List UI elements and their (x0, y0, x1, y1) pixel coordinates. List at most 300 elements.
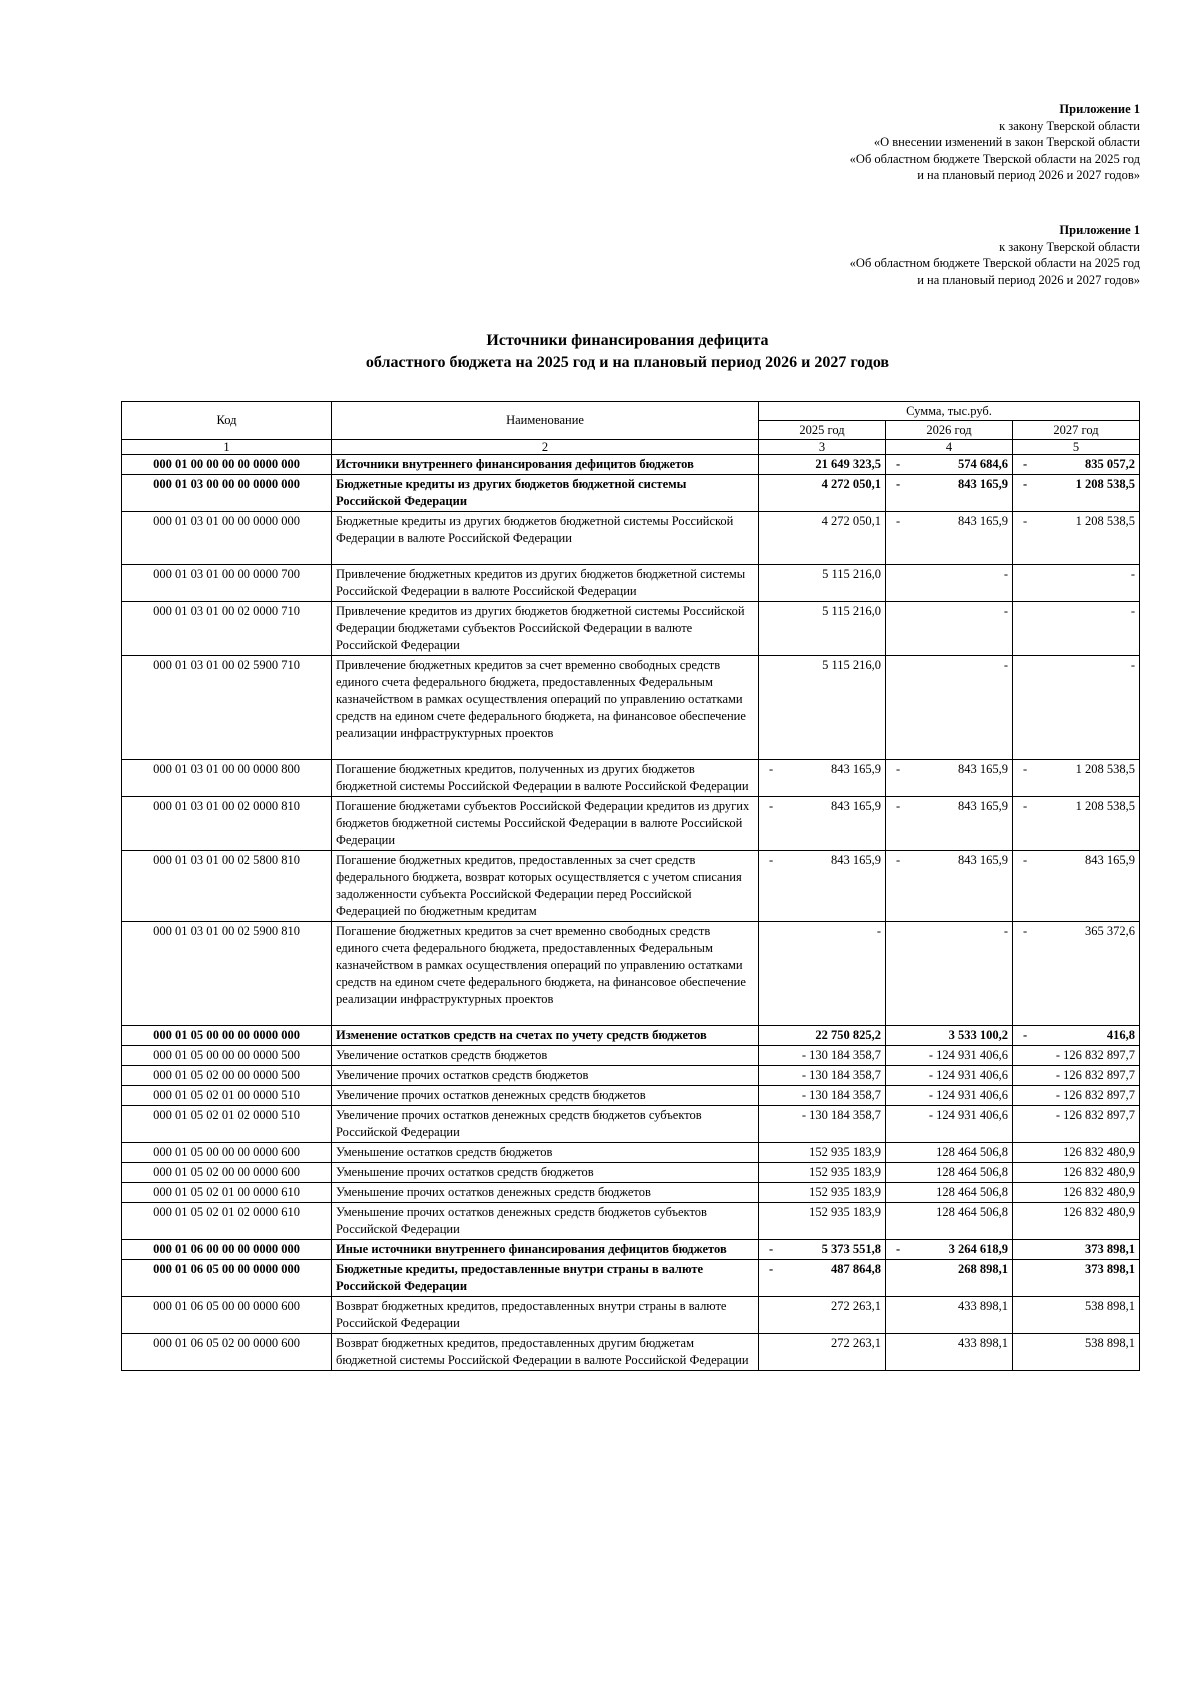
row-value-2026-text: 3 264 618,9 (948, 1242, 1008, 1256)
row-value-2026 (886, 851, 1013, 922)
negative-sign: - (896, 762, 901, 776)
column-index: 1 (122, 440, 332, 455)
row-code-text: 000 01 05 02 01 02 0000 610 (153, 1205, 300, 1219)
row-code-text: 000 01 03 01 00 02 0000 710 (153, 604, 300, 618)
row-name (332, 1334, 759, 1371)
row-value-2025-text: 5 115 216,0 (822, 567, 881, 581)
appendix-line: и на плановый период 2026 и 2027 годов» (917, 168, 1140, 182)
row-value-2025 (759, 1297, 886, 1334)
table-row (122, 922, 1140, 1026)
row-value-2025 (759, 1143, 886, 1163)
row-value-2025-text: 22 750 825,2 (815, 1028, 881, 1042)
appendix-line: к закону Тверской области (999, 239, 1140, 254)
row-name-text: Изменение остатков средств на счетах по учету средств бюджетов (336, 1028, 707, 1042)
row-value-2025-text: - 130 184 358,7 (801, 1108, 881, 1122)
row-value-2025-text: 272 263,1 (831, 1299, 881, 1313)
title-line-1: Источники финансирования дефицита (486, 332, 769, 349)
row-value-2026-text: 843 165,9 (958, 853, 1008, 867)
row-name (332, 1086, 759, 1106)
appendix-line: и на плановый период 2026 и 2027 годов» (917, 272, 1140, 287)
row-code-text: 000 01 05 00 00 00 0000 000 (153, 1028, 300, 1042)
column-index-row (122, 440, 1140, 455)
row-code (122, 922, 332, 1026)
row-value-2026 (886, 922, 1013, 1026)
row-value-2026-text: 843 165,9 (958, 762, 1008, 776)
row-value-2026-text: - 124 931 406,6 (928, 1048, 1008, 1062)
row-value-2026 (886, 1066, 1013, 1086)
table-row (122, 1106, 1140, 1143)
row-value-2027-text: 373 898,1 (1085, 1242, 1136, 1256)
row-value-2025-text: 152 935 183,9 (809, 1205, 881, 1219)
row-value-2027-text: - 126 832 897,7 (1055, 1088, 1136, 1102)
row-value-2026 (886, 602, 1013, 656)
row-value-2027 (1013, 1334, 1140, 1371)
row-code (122, 602, 332, 656)
row-value-2027 (1013, 475, 1140, 512)
row-name (332, 1026, 759, 1046)
row-value-2027 (1013, 1086, 1140, 1106)
row-value-2027 (1013, 1066, 1140, 1086)
row-code (122, 1240, 332, 1260)
row-code (122, 760, 332, 797)
row-code-text: 000 01 05 02 01 00 0000 610 (153, 1185, 300, 1199)
table-row (122, 1143, 1140, 1163)
row-value-2026-text: - (1003, 604, 1008, 618)
row-name-text: Погашение бюджетных кредитов, предоставленных за счет средств федерального бюджета, возврат которых осуществляется с учетом списания задолженности субъекта Российской Федерации перед Российской Федерацией по бюджетным кредитам (336, 853, 742, 918)
row-value-2027-text: - (1130, 604, 1136, 618)
row-name-text: Бюджетные кредиты из других бюджетов бюджетной системы Российской Федерации в валюте Российской Федерации (336, 514, 734, 545)
row-value-2027-text: 538 898,1 (1085, 1336, 1136, 1350)
row-value-2025 (759, 1334, 886, 1371)
appendix-note-budget-law (850, 222, 1140, 288)
title-line-2: областного бюджета на 2025 год и на плановый период 2026 и 2027 годов (365, 354, 890, 371)
row-value-2027-text: 126 832 480,9 (1063, 1165, 1136, 1179)
row-name (332, 475, 759, 512)
row-name (332, 656, 759, 760)
row-value-2025-text: 843 165,9 (831, 762, 881, 776)
table-row (122, 1066, 1140, 1086)
row-value-2026-text: - 124 931 406,6 (928, 1088, 1008, 1102)
row-code (122, 1203, 332, 1240)
table-row (122, 656, 1140, 760)
row-name (332, 1066, 759, 1086)
row-code-text: 000 01 03 01 00 00 0000 800 (153, 762, 300, 776)
row-value-2027-text: 1 208 538,5 (1075, 799, 1136, 813)
row-code (122, 1106, 332, 1143)
row-value-2026-text: 433 898,1 (958, 1336, 1008, 1350)
row-name-text: Уменьшение прочих остатков денежных средств бюджетов субъектов Российской Федерации (336, 1205, 707, 1236)
row-value-2025-text: - 130 184 358,7 (801, 1068, 881, 1082)
appendix-line: «Об областном бюджете Тверской области на 2025 год (849, 151, 1140, 166)
row-code-text: 000 01 05 00 00 00 0000 500 (153, 1048, 300, 1062)
row-value-2026 (886, 1163, 1013, 1183)
row-value-2027-text: 373 898,1 (1085, 1262, 1136, 1276)
row-value-2027-text: - (1130, 658, 1136, 672)
column-index: 5 (1013, 440, 1140, 455)
row-name (332, 1143, 759, 1163)
row-value-2026 (886, 1106, 1013, 1143)
negative-sign: - (1023, 924, 1028, 938)
row-value-2026 (886, 565, 1013, 602)
row-name (332, 1046, 759, 1066)
row-value-2025 (759, 1026, 886, 1046)
table-row (122, 1260, 1140, 1297)
row-code (122, 1260, 332, 1297)
appendix-note-amending-law (850, 101, 1140, 184)
row-code-text: 000 01 03 00 00 00 0000 000 (153, 477, 300, 491)
negative-sign: - (1023, 457, 1028, 471)
row-name-text: Увеличение прочих остатков денежных средств бюджетов субъектов Российской Федерации (336, 1108, 702, 1139)
row-name-text: Иные источники внутреннего финансирования дефицитов бюджетов (336, 1242, 727, 1256)
negative-sign: - (896, 457, 901, 471)
table-row (122, 851, 1140, 922)
row-value-2026 (886, 1026, 1013, 1046)
row-value-2027 (1013, 455, 1140, 475)
row-value-2025 (759, 797, 886, 851)
row-name-text: Привлечение кредитов из других бюджетов бюджетной системы Российской Федерации бюджетами субъектов Российской Федерации в валюте Российской Федерации (336, 604, 745, 652)
row-name (332, 1260, 759, 1297)
row-value-2027-text: - 126 832 897,7 (1055, 1048, 1136, 1062)
row-value-2027 (1013, 1203, 1140, 1240)
row-value-2027-text: 416,8 (1106, 1028, 1136, 1042)
row-code (122, 1183, 332, 1203)
row-value-2027 (1013, 602, 1140, 656)
row-value-2027 (1013, 656, 1140, 760)
negative-sign: - (896, 1242, 901, 1256)
row-name-text: Источники внутреннего финансирования дефицитов бюджетов (336, 457, 694, 471)
row-code-text: 000 01 03 01 00 02 5900 810 (153, 924, 300, 938)
row-value-2025 (759, 922, 886, 1026)
row-value-2025 (759, 760, 886, 797)
row-value-2025-text: 5 373 551,8 (821, 1242, 881, 1256)
table-row (122, 455, 1140, 475)
row-code (122, 475, 332, 512)
table-row (122, 1183, 1140, 1203)
row-value-2027-text: 843 165,9 (1085, 853, 1136, 867)
row-code (122, 1086, 332, 1106)
table-row (122, 1046, 1140, 1066)
row-value-2027 (1013, 1026, 1140, 1046)
row-name (332, 1240, 759, 1260)
row-value-2025 (759, 475, 886, 512)
row-value-2025-text: 5 115 216,0 (822, 658, 881, 672)
negative-sign: - (1023, 762, 1028, 776)
header-year-2025: 2025 год (759, 421, 886, 440)
row-code (122, 455, 332, 475)
column-index: 4 (886, 440, 1013, 455)
row-name-text: Бюджетные кредиты, предоставленные внутри страны в валюте Российской Федерации (336, 1262, 704, 1293)
table-row (122, 1086, 1140, 1106)
row-name (332, 455, 759, 475)
row-value-2025 (759, 1046, 886, 1066)
column-index: 2 (332, 440, 759, 455)
row-value-2027 (1013, 760, 1140, 797)
row-value-2025-text: 487 864,8 (831, 1262, 881, 1276)
row-code (122, 656, 332, 760)
row-code-text: 000 01 03 01 00 02 5800 810 (153, 853, 300, 867)
row-name-text: Увеличение остатков средств бюджетов (336, 1048, 548, 1062)
row-value-2025-text: 272 263,1 (831, 1336, 881, 1350)
row-value-2025 (759, 1106, 886, 1143)
row-name (332, 797, 759, 851)
row-value-2026-text: 843 165,9 (958, 514, 1008, 528)
header-name: Наименование (332, 402, 759, 440)
table-row (122, 1163, 1140, 1183)
row-code (122, 1026, 332, 1046)
row-name (332, 851, 759, 922)
row-value-2025 (759, 1163, 886, 1183)
row-value-2026-text: 128 464 506,8 (936, 1145, 1008, 1159)
row-code-text: 000 01 05 00 00 00 0000 600 (153, 1145, 300, 1159)
row-value-2025-text: 4 272 050,1 (821, 514, 881, 528)
row-value-2026-text: - (1003, 924, 1008, 938)
row-name-text: Уменьшение остатков средств бюджетов (336, 1145, 553, 1159)
row-value-2027-text: 1 208 538,5 (1075, 477, 1136, 491)
row-code (122, 1143, 332, 1163)
row-value-2025-text: 152 935 183,9 (809, 1165, 881, 1179)
negative-sign: - (896, 799, 901, 813)
row-value-2026-text: 574 684,6 (958, 457, 1008, 471)
row-code-text: 000 01 03 01 00 02 5900 710 (153, 658, 300, 672)
row-value-2027-text: 835 057,2 (1085, 457, 1136, 471)
row-value-2026-text: 3 533 100,2 (948, 1028, 1008, 1042)
row-name-text: Погашение бюджетных кредитов за счет временно свободных средств единого счета федерального бюджета, предоставленных Федеральным казначейством в рамках осуществления операций по управлению остатками средств на едином счете федерального бюджета, на финансовое обеспечение реализации инфраструктурных проектов (336, 924, 746, 1006)
header-year-2026: 2026 год (886, 421, 1013, 440)
row-value-2027 (1013, 1260, 1140, 1297)
row-value-2027 (1013, 922, 1140, 1026)
negative-sign: - (896, 477, 901, 491)
row-code-text: 000 01 05 02 00 00 0000 600 (153, 1165, 300, 1179)
row-name (332, 512, 759, 565)
row-value-2026 (886, 1240, 1013, 1260)
row-code-text: 000 01 06 05 02 00 0000 600 (153, 1336, 300, 1350)
row-name (332, 1297, 759, 1334)
row-value-2027 (1013, 1046, 1140, 1066)
row-code-text: 000 01 03 01 00 00 0000 000 (153, 514, 300, 528)
row-value-2025 (759, 602, 886, 656)
negative-sign: - (1023, 799, 1028, 813)
row-value-2027-text: - 126 832 897,7 (1055, 1068, 1136, 1082)
row-code (122, 1066, 332, 1086)
row-code-text: 000 01 06 05 00 00 0000 000 (153, 1262, 300, 1276)
row-value-2027 (1013, 1240, 1140, 1260)
row-code-text: 000 01 06 05 00 00 0000 600 (153, 1299, 300, 1313)
row-value-2026-text: - (1003, 567, 1008, 581)
row-code (122, 1334, 332, 1371)
row-value-2025-text: 21 649 323,5 (815, 457, 881, 471)
row-value-2025 (759, 1240, 886, 1260)
row-value-2025 (759, 565, 886, 602)
row-value-2025 (759, 851, 886, 922)
row-name (332, 1203, 759, 1240)
row-name-text: Бюджетные кредиты из других бюджетов бюджетной системы Российской Федерации (336, 477, 687, 508)
row-value-2026-text: 128 464 506,8 (936, 1165, 1008, 1179)
row-value-2027-text: 126 832 480,9 (1063, 1185, 1136, 1199)
row-name (332, 565, 759, 602)
row-value-2025-text: 843 165,9 (831, 799, 881, 813)
table-row (122, 1203, 1140, 1240)
appendix-line: «О внесении изменений в закон Тверской области (873, 135, 1140, 149)
row-value-2026 (886, 1260, 1013, 1297)
row-value-2026 (886, 1143, 1013, 1163)
table-row (122, 1026, 1140, 1046)
header-sum: Сумма, тыс.руб. (759, 402, 1140, 421)
row-value-2027-text: - (1130, 567, 1136, 581)
row-value-2026-text: - 124 931 406,6 (928, 1068, 1008, 1082)
row-value-2027-text: 1 208 538,5 (1075, 514, 1136, 528)
row-value-2026 (886, 797, 1013, 851)
row-value-2027-text: 365 372,6 (1085, 924, 1136, 938)
row-code-text: 000 01 00 00 00 00 0000 000 (153, 457, 300, 471)
row-value-2027 (1013, 1163, 1140, 1183)
row-value-2025 (759, 1183, 886, 1203)
row-value-2025-text: 152 935 183,9 (809, 1185, 881, 1199)
row-name-text: Увеличение прочих остатков денежных средств бюджетов (336, 1088, 646, 1102)
row-value-2026 (886, 656, 1013, 760)
row-code (122, 1163, 332, 1183)
negative-sign: - (896, 853, 901, 867)
row-code (122, 851, 332, 922)
table-row (122, 1334, 1140, 1371)
row-code-text: 000 01 05 02 01 02 0000 510 (153, 1108, 300, 1122)
table-row (122, 602, 1140, 656)
appendix-title: Приложение 1 (1059, 223, 1140, 237)
appendix-title: Приложение 1 (1059, 102, 1140, 116)
row-code-text: 000 01 06 00 00 00 0000 000 (153, 1242, 300, 1256)
row-code (122, 512, 332, 565)
table-row (122, 1297, 1140, 1334)
row-value-2026-text: 843 165,9 (958, 799, 1008, 813)
negative-sign: - (769, 799, 774, 813)
table-row (122, 475, 1140, 512)
row-value-2026 (886, 760, 1013, 797)
negative-sign: - (1023, 853, 1028, 867)
row-name-text: Увеличение прочих остатков средств бюджетов (336, 1068, 589, 1082)
row-value-2026-text: - (1003, 658, 1008, 672)
row-name (332, 760, 759, 797)
row-name (332, 1106, 759, 1143)
row-value-2026-text: 433 898,1 (958, 1299, 1008, 1313)
negative-sign: - (1023, 1028, 1028, 1042)
table-body (122, 455, 1140, 1371)
row-code-text: 000 01 03 01 00 02 0000 810 (153, 799, 300, 813)
row-value-2025 (759, 512, 886, 565)
row-value-2025 (759, 656, 886, 760)
row-value-2027 (1013, 851, 1140, 922)
row-code (122, 1046, 332, 1066)
negative-sign: - (1023, 477, 1028, 491)
row-code-text: 000 01 05 02 01 00 0000 510 (153, 1088, 300, 1102)
row-name-text: Погашение бюджетами субъектов Российской Федерации кредитов из других бюджетов бюджетной системы Российской Федерации в валюте Российской Федерации (336, 799, 750, 847)
negative-sign: - (896, 514, 901, 528)
financing-sources-table (121, 401, 1140, 1371)
row-value-2025-text: - (876, 924, 881, 938)
row-value-2026 (886, 1183, 1013, 1203)
row-name-text: Возврат бюджетных кредитов, предоставленных внутри страны в валюте Российской Федерации (336, 1299, 727, 1330)
row-value-2026-text: - 124 931 406,6 (928, 1108, 1008, 1122)
row-value-2027-text: 126 832 480,9 (1063, 1145, 1136, 1159)
row-code-text: 000 01 05 02 00 00 0000 500 (153, 1068, 300, 1082)
row-value-2025-text: - 130 184 358,7 (801, 1088, 881, 1102)
row-name-text: Привлечение бюджетных кредитов из других бюджетов бюджетной системы Российской Федерации в валюте Российской Федерации (336, 567, 746, 598)
header-code: Код (122, 402, 332, 440)
appendix-line: к закону Тверской области (999, 118, 1140, 133)
row-value-2026 (886, 455, 1013, 475)
table-row (122, 1240, 1140, 1260)
row-name-text: Уменьшение прочих остатков денежных средств бюджетов (336, 1185, 651, 1199)
row-value-2027 (1013, 512, 1140, 565)
row-value-2026 (886, 1297, 1013, 1334)
row-value-2025 (759, 1260, 886, 1297)
row-value-2025 (759, 1086, 886, 1106)
row-value-2026 (886, 1203, 1013, 1240)
row-value-2027-text: 1 208 538,5 (1075, 762, 1136, 776)
row-value-2026 (886, 1046, 1013, 1066)
negative-sign: - (1023, 514, 1028, 528)
negative-sign: - (769, 1242, 774, 1256)
header-year-2027: 2027 год (1013, 421, 1140, 440)
row-value-2026 (886, 512, 1013, 565)
row-value-2026-text: 128 464 506,8 (936, 1185, 1008, 1199)
row-value-2026 (886, 1334, 1013, 1371)
table-row (122, 512, 1140, 565)
row-value-2027-text: 126 832 480,9 (1063, 1205, 1136, 1219)
row-code-text: 000 01 03 01 00 00 0000 700 (153, 567, 300, 581)
negative-sign: - (769, 1262, 774, 1276)
row-name-text: Погашение бюджетных кредитов, полученных из других бюджетов бюджетной системы Российской Федерации в валюте Российской Федерации (336, 762, 749, 793)
row-value-2027 (1013, 1297, 1140, 1334)
row-name (332, 602, 759, 656)
row-value-2027 (1013, 1143, 1140, 1163)
table-row (122, 760, 1140, 797)
row-code (122, 565, 332, 602)
row-value-2027 (1013, 565, 1140, 602)
row-value-2026-text: 128 464 506,8 (936, 1205, 1008, 1219)
row-value-2025-text: 5 115 216,0 (822, 604, 881, 618)
negative-sign: - (769, 853, 774, 867)
negative-sign: - (769, 762, 774, 776)
row-value-2026 (886, 1086, 1013, 1106)
row-value-2027 (1013, 1106, 1140, 1143)
row-name-text: Возврат бюджетных кредитов, предоставленных другим бюджетам бюджетной системы Российской Федерации в валюте Российской Федерации (336, 1336, 749, 1367)
row-value-2027 (1013, 1183, 1140, 1203)
row-value-2025 (759, 1203, 886, 1240)
document-title (0, 330, 1200, 374)
row-code (122, 797, 332, 851)
row-name (332, 1163, 759, 1183)
row-value-2026-text: 268 898,1 (958, 1262, 1008, 1276)
row-value-2027-text: - 126 832 897,7 (1055, 1108, 1136, 1122)
row-value-2027 (1013, 797, 1140, 851)
row-code (122, 1297, 332, 1334)
row-name-text: Привлечение бюджетных кредитов за счет временно свободных средств единого счета федерального бюджета, предоставленных Федеральным казначейством в рамках осуществления операций по управлению остатками средств на едином счете федерального бюджета, на финансовое обеспечение реализации инфраструктурных проектов (336, 658, 746, 740)
row-value-2025-text: 152 935 183,9 (809, 1145, 881, 1159)
row-value-2025-text: 843 165,9 (831, 853, 881, 867)
row-name (332, 922, 759, 1026)
row-value-2026 (886, 475, 1013, 512)
row-value-2026-text: 843 165,9 (958, 477, 1008, 491)
column-index: 3 (759, 440, 886, 455)
row-value-2025 (759, 1066, 886, 1086)
row-name-text: Уменьшение прочих остатков средств бюджетов (336, 1165, 594, 1179)
row-value-2025-text: - 130 184 358,7 (801, 1048, 881, 1062)
row-value-2027-text: 538 898,1 (1085, 1299, 1136, 1313)
appendix-line: «Об областном бюджете Тверской области на 2025 год (849, 256, 1140, 270)
row-value-2025 (759, 455, 886, 475)
row-value-2025-text: 4 272 050,1 (821, 477, 881, 491)
row-name (332, 1183, 759, 1203)
table-row (122, 797, 1140, 851)
